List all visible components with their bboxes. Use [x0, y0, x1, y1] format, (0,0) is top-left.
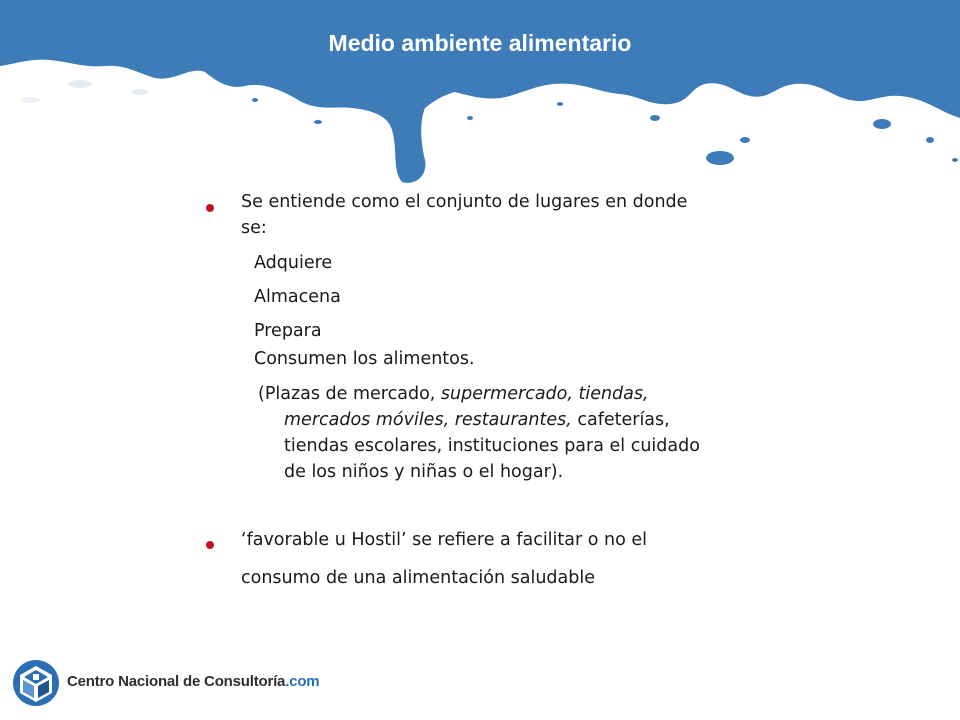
cube-logo-icon	[12, 658, 60, 708]
list-item: Prepara	[254, 321, 322, 341]
brand-name	[67, 673, 319, 690]
bullet-dot	[206, 541, 214, 549]
examples-line-2	[284, 410, 670, 430]
list-item: Consumen los alimentos.	[254, 349, 475, 369]
examples-italic-1: supermercado, tiendas,	[440, 384, 649, 404]
list-item: Adquiere	[254, 253, 333, 273]
brand-suffix: .com	[285, 673, 320, 690]
bullet-2-line-2: consumo de una alimentación saludable	[241, 568, 595, 588]
list-item: Almacena	[254, 287, 341, 307]
examples-line-1	[258, 384, 649, 404]
examples-rest: cafeterías,	[571, 410, 670, 430]
bullet-1-line-1: Se entiende como el conjunto de lugares en donde	[241, 192, 688, 212]
bullet-1-line-2: se:	[241, 218, 267, 238]
bullet-dot	[206, 204, 214, 212]
examples-line-3: tiendas escolares, instituciones para el cuidado	[284, 436, 700, 456]
examples-line-4: de los niños y niñas o el hogar).	[284, 462, 564, 482]
brand-main: Centro Nacional de Consultoría	[67, 673, 286, 690]
slide-title: Medio ambiente alimentario	[328, 30, 632, 56]
examples-italic-2: mercados móviles, restaurantes,	[284, 410, 572, 430]
examples-open: (Plazas de mercado,	[258, 384, 441, 404]
bullet-2-line-1: ‘favorable u Hostil’ se refiere a facilitar o no el	[241, 530, 648, 550]
